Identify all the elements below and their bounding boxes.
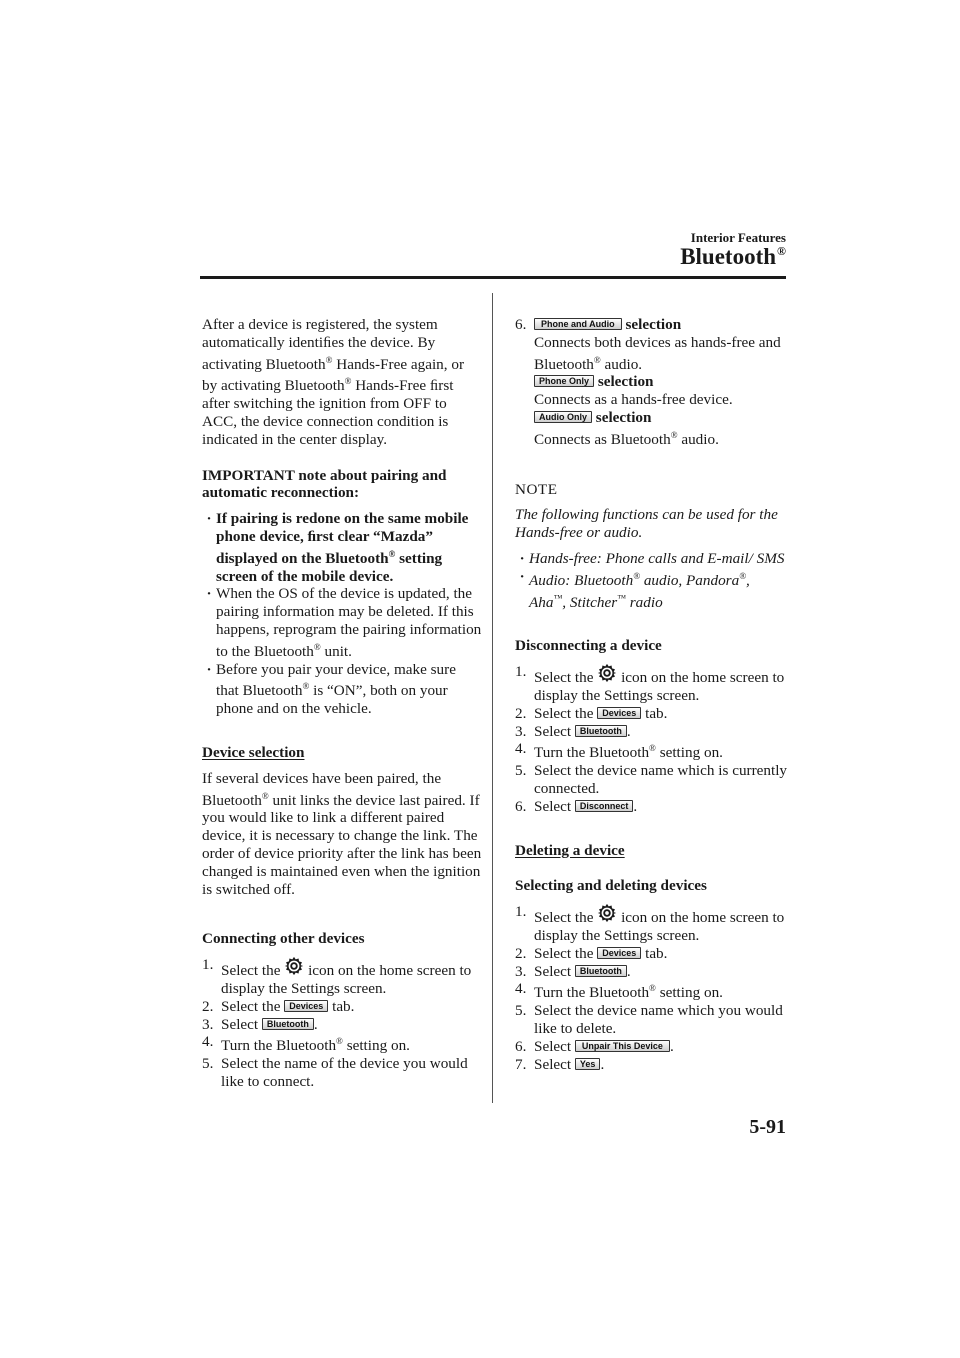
note-text-b: audio, Pandora xyxy=(640,571,740,589)
note-item-text xyxy=(529,568,790,612)
bullet-text-b: unit. xyxy=(320,642,352,660)
step-text-a: Turn the Bluetooth xyxy=(221,1037,337,1055)
phone-and-audio-desc-a: Connects both devices as hands-free and Bluetooth xyxy=(534,333,781,373)
unpair-button-chip: Unpair This Device xyxy=(575,1040,670,1052)
step-text xyxy=(534,705,790,723)
gear-icon xyxy=(597,903,617,923)
bullet-dot-icon: · xyxy=(206,510,212,528)
intro-text-a: After a device is registered, the system automatically identiﬁes the device. By activating Bluetooth xyxy=(202,316,438,373)
step-text-b: setting on. xyxy=(342,1037,410,1055)
column-divider xyxy=(492,293,493,1103)
step-item xyxy=(202,1016,482,1034)
step-number: 3. xyxy=(202,1015,214,1033)
step-text-b: icon on the home screen to display the Settings screen. xyxy=(534,909,785,944)
step-number: 5. xyxy=(515,1002,527,1020)
intro-paragraph xyxy=(202,316,482,449)
step-text-a: Select xyxy=(534,1037,575,1055)
step-text-a: Select xyxy=(534,797,575,815)
disconnect-button-chip: Disconnect xyxy=(575,800,634,812)
step-number: 4. xyxy=(515,740,527,758)
device-selection-text-a: If several devices have been paired, the Bluetooth xyxy=(202,769,442,809)
reg-mark: ® xyxy=(649,983,656,994)
step-text xyxy=(221,1016,482,1034)
step-text: Select the device name which you would like to delete. xyxy=(534,1002,783,1037)
reg-mark: ® xyxy=(670,429,678,440)
step-item xyxy=(515,963,790,981)
step-number: 5. xyxy=(202,1055,214,1073)
note-intro: The following functions can be used for the Hands-free or audio. xyxy=(515,506,778,542)
device-selection-paragraph xyxy=(202,770,482,899)
step-text-a: Select the xyxy=(534,944,598,962)
page-number: 5-91 xyxy=(749,1116,786,1138)
deleting-heading: Deleting a device xyxy=(515,841,625,859)
step-number: 1. xyxy=(515,903,527,921)
bullet-text-a: When the OS of the device is updated, the pairing information may be deleted. If this happens, reprogram the pairing information to the Bluetooth xyxy=(216,585,482,660)
step-text xyxy=(534,1056,790,1074)
section-label: Interior Features xyxy=(690,230,786,245)
yes-button-chip: Yes xyxy=(575,1058,601,1070)
step-text-a: Select the xyxy=(534,704,598,722)
header-rule xyxy=(200,276,786,279)
step-text xyxy=(221,1033,482,1055)
note-text-d: , Stitcher xyxy=(562,593,618,611)
reg-mark: ® xyxy=(344,376,352,387)
step-text xyxy=(534,963,790,981)
step-number: 6. xyxy=(515,316,527,333)
step-number: 6. xyxy=(515,797,527,815)
bullet-text-a: Before you pair your device, make sure that Bluetooth xyxy=(216,660,456,700)
left-column xyxy=(202,316,482,1091)
step-text xyxy=(534,980,790,1002)
step-item xyxy=(515,740,790,762)
step-item xyxy=(515,903,790,945)
bullet-dot-icon: · xyxy=(206,660,212,678)
step-item xyxy=(515,762,790,798)
step-text xyxy=(534,903,790,945)
audio-only-desc-b: audio. xyxy=(677,430,719,448)
step-text xyxy=(534,945,790,963)
reg-mark: ® xyxy=(325,354,333,365)
bullet-dot-icon: · xyxy=(206,585,212,603)
gear-icon xyxy=(597,663,617,683)
step-item xyxy=(515,705,790,723)
step-text-a: Select the xyxy=(221,962,285,980)
note-text-c: , Aha xyxy=(529,571,750,611)
reg-mark: ® xyxy=(261,790,269,801)
important-heading: IMPORTANT note about pairing and automatic reconnection: xyxy=(202,466,447,502)
step-text-a: Select the xyxy=(534,669,598,687)
note-item xyxy=(515,568,790,612)
registered-mark: ® xyxy=(777,244,786,258)
phone-and-audio-desc-b: audio. xyxy=(600,355,643,373)
devices-tab-chip: Devices xyxy=(597,947,641,959)
step-number: 2. xyxy=(202,997,214,1015)
step-number: 7. xyxy=(515,1055,527,1073)
step-number: 4. xyxy=(515,980,527,998)
note-heading: NOTE xyxy=(515,480,558,498)
step-number: 2. xyxy=(515,944,527,962)
step-item xyxy=(515,1038,790,1056)
step-number: 3. xyxy=(515,962,527,980)
step-text xyxy=(221,998,482,1016)
note-item xyxy=(515,550,790,568)
devices-tab-chip: Devices xyxy=(284,1000,328,1012)
step-text-b: . xyxy=(626,722,631,740)
selection-label: selection xyxy=(594,373,654,391)
step-text-b: tab. xyxy=(328,997,355,1015)
step-number: 3. xyxy=(515,722,527,740)
step-item xyxy=(515,663,790,705)
step-item xyxy=(515,1056,790,1074)
right-column xyxy=(515,316,790,1073)
bluetooth-button-chip: Bluetooth xyxy=(575,725,627,737)
bullet-text xyxy=(216,661,482,718)
step-item xyxy=(515,798,790,816)
reg-mark: ® xyxy=(313,641,321,652)
phone-and-audio-chip: Phone and Audio xyxy=(534,318,622,330)
step-item xyxy=(202,1033,482,1055)
audio-only-desc-a: Connects as Bluetooth xyxy=(534,430,671,448)
step-text-b: . xyxy=(669,1037,674,1055)
step-text-a: Select xyxy=(221,1015,262,1033)
bullet-dot-icon: · xyxy=(520,549,524,567)
bluetooth-button-chip: Bluetooth xyxy=(262,1018,314,1030)
bullet-text-b: setting screen of the mobile device. xyxy=(216,549,443,585)
reg-mark: ® xyxy=(388,548,396,559)
device-selection-text-b: unit links the device last paired. If you would like to link a different paired device, it is necessary to change the link. The order of device priority after the link has been changed is maintained even when the ignition is switched off. xyxy=(202,791,482,898)
bullet-item xyxy=(202,585,482,660)
bullet-text xyxy=(216,510,482,585)
disconnecting-heading: Disconnecting a device xyxy=(515,637,662,655)
step-number: 6. xyxy=(515,1037,527,1055)
step-text: Select the name of the device you would like to connect. xyxy=(221,1055,468,1090)
selection-label: selection xyxy=(592,408,652,426)
step-text-b: setting on. xyxy=(655,744,723,762)
audio-only-chip: Audio Only xyxy=(534,411,592,423)
step-text-a: Turn the Bluetooth xyxy=(534,984,650,1002)
step-item xyxy=(515,316,790,449)
note-text-a: Audio: Bluetooth xyxy=(529,571,634,589)
intro-text-b: Hands-Free again, or by activating Bluetooth xyxy=(202,355,465,395)
step-text xyxy=(221,956,482,998)
devices-tab-chip: Devices xyxy=(597,707,641,719)
step-number: 5. xyxy=(515,762,527,780)
bullet-dot-icon: · xyxy=(520,567,524,585)
step-text-a: Select xyxy=(534,722,575,740)
step-text-a: Select xyxy=(534,1055,575,1073)
step-number: 1. xyxy=(202,956,214,974)
step-text-b: . xyxy=(633,797,638,815)
intro-text-c: Hands-Free ﬁrst after switching the ignition from OFF to ACC, the device connection condition is indicated in the center display. xyxy=(202,377,454,448)
note-item-text: Hands-free: Phone calls and E-mail/ SMS xyxy=(529,549,785,567)
step-text xyxy=(534,740,790,762)
tm-mark: ™ xyxy=(553,592,563,603)
step-text-b: icon on the home screen to display the Settings screen. xyxy=(534,669,785,704)
step-item xyxy=(515,1002,790,1038)
step-item xyxy=(202,1055,482,1091)
reg-mark: ® xyxy=(739,570,747,581)
selecting-deleting-heading: Selecting and deleting devices xyxy=(515,877,707,895)
bullet-text xyxy=(216,585,482,660)
step-item xyxy=(202,956,482,998)
step-text xyxy=(534,798,790,816)
step-item xyxy=(515,945,790,963)
step-text-a: Select the xyxy=(534,909,598,927)
bullet-text-a: If pairing is redone on the same mobile phone device, ﬁrst clear “Mazda” displayed on the Bluetooth xyxy=(216,510,469,567)
step-text-b: tab. xyxy=(641,704,668,722)
step-text xyxy=(534,723,790,741)
tm-mark: ™ xyxy=(617,592,626,603)
reg-mark: ® xyxy=(593,354,601,365)
bullet-item xyxy=(202,661,482,718)
step-text-b: . xyxy=(313,1015,318,1033)
step-item xyxy=(202,998,482,1016)
step-text-a: Turn the Bluetooth xyxy=(534,744,650,762)
chapter-title xyxy=(680,244,786,270)
bullet-item xyxy=(202,510,482,585)
step-text-a: Select xyxy=(534,962,575,980)
step-text xyxy=(534,1038,790,1056)
step-text xyxy=(534,316,790,449)
connecting-heading: Connecting other devices xyxy=(202,930,365,948)
gear-icon xyxy=(284,956,304,976)
step-text: Select the device name which is currently connected. xyxy=(534,762,788,797)
step-text-a: Select the xyxy=(221,997,285,1015)
reg-mark: ® xyxy=(633,570,641,581)
phone-only-chip: Phone Only xyxy=(534,375,594,387)
device-selection-heading: Device selection xyxy=(202,743,305,761)
phone-only-desc: Connects as a hands-free device. xyxy=(534,391,733,409)
selection-label: selection xyxy=(621,316,682,333)
step-text-b: tab. xyxy=(641,944,668,962)
reg-mark: ® xyxy=(336,1036,343,1047)
step-text-b: . xyxy=(600,1055,605,1073)
bluetooth-button-chip: Bluetooth xyxy=(575,965,627,977)
reg-mark: ® xyxy=(302,681,310,692)
step-number: 2. xyxy=(515,704,527,722)
step-text-b: icon on the home screen to display the Settings screen. xyxy=(221,962,472,997)
step-text xyxy=(534,663,790,705)
step-text-b: setting on. xyxy=(655,984,723,1002)
step-number: 1. xyxy=(515,663,527,681)
step-number: 4. xyxy=(202,1033,214,1051)
step-item xyxy=(515,723,790,741)
chapter-title-text: Bluetooth xyxy=(680,244,777,269)
step-item xyxy=(515,980,790,1002)
note-text-e: radio xyxy=(625,593,663,611)
step-text-b: . xyxy=(626,962,631,980)
reg-mark: ® xyxy=(649,743,656,754)
bullet-text-b: is “ON”, both on your phone and on the vehicle. xyxy=(216,682,448,718)
